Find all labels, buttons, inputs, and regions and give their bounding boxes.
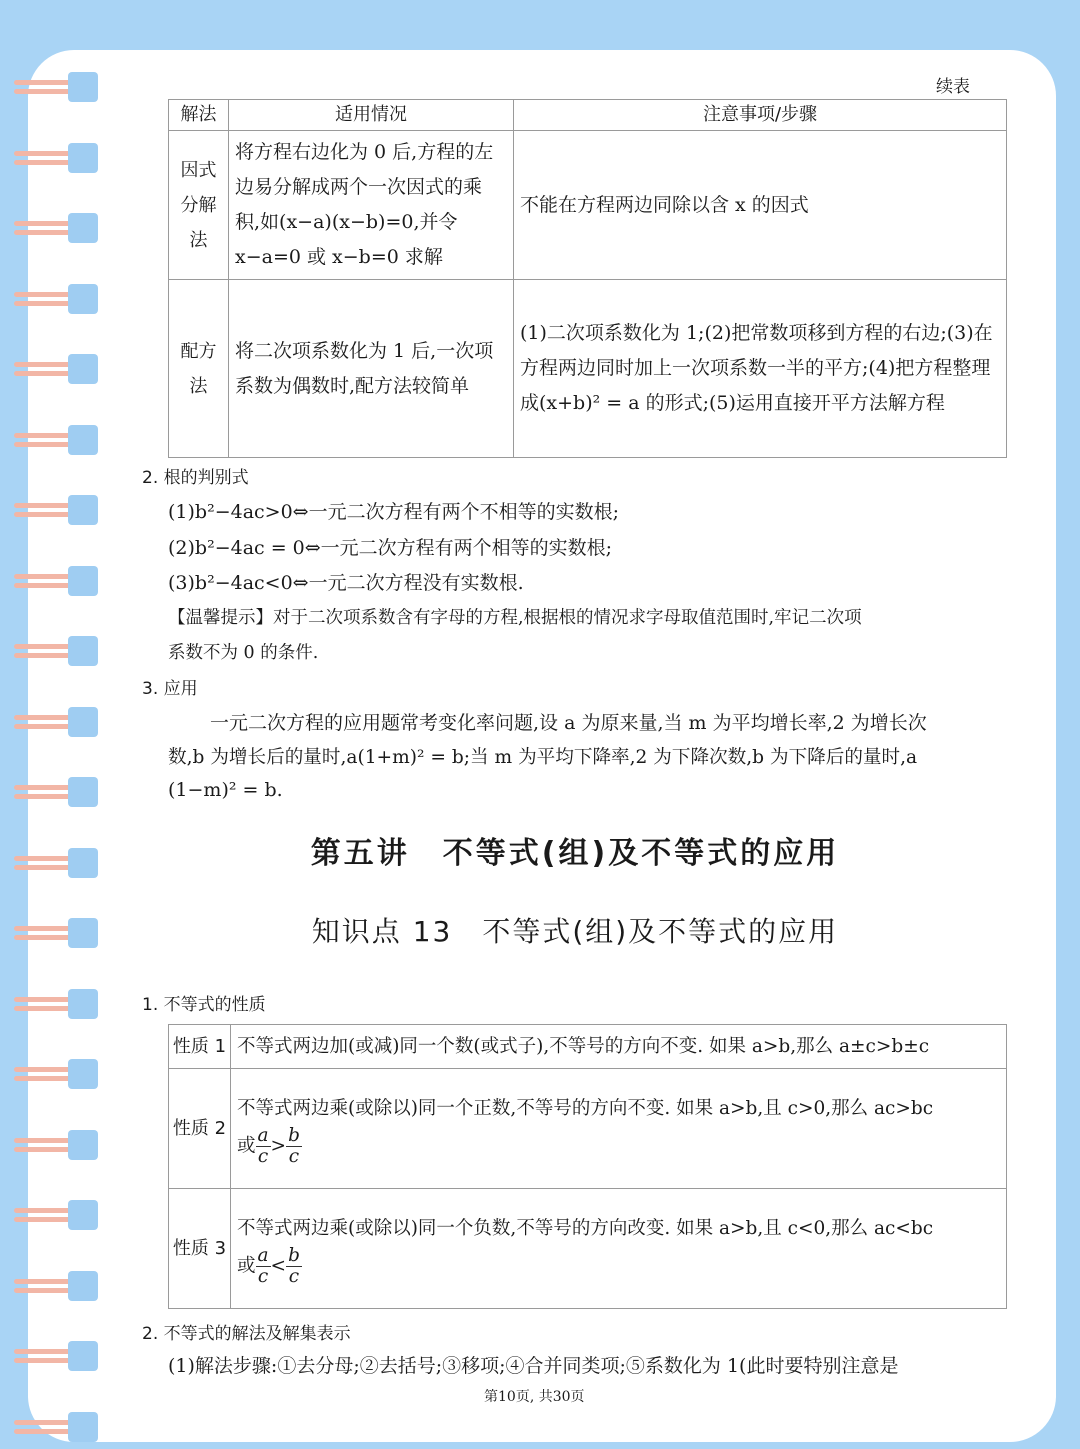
discriminant-line-2: (2)b²−4ac = 0⇔一元二次方程有两个相等的实数根; (168, 537, 613, 559)
discriminant-line-1: (1)b²−4ac>0⇔一元二次方程有两个不相等的实数根; (168, 501, 620, 523)
section-heading-application: 3. 应用 (142, 679, 198, 699)
binding-ring (14, 425, 106, 455)
application-line-2: 数,b 为增长后的量时,a(1+m)² = b;当 m 为平均下降率,2 为下降次数,b 为下降后的量时,a (168, 747, 918, 768)
binding-ring (14, 1412, 106, 1442)
application-line-1: 一元二次方程的应用题常考变化率问题,设 a 为原来量,当 m 为平均增长率,2 为增长次 (210, 712, 927, 734)
property-3-text: 不等式两边乘(或除以)同一个负数,不等号的方向改变. 如果 a>b,且 c<0,那么 ac<bc (237, 1217, 934, 1239)
row-applicable-completing-square: 将二次项系数化为 1 后,一次项系数为偶数时,配方法较简单 (229, 280, 514, 458)
property-3-or: 或 (237, 1255, 256, 1276)
row-method-completing-square: 配方法 (169, 280, 229, 458)
property-2-text: 不等式两边乘(或除以)同一个正数,不等号的方向不变. 如果 a>b,且 c>0,那么 ac>bc (237, 1097, 934, 1119)
property-1-label: 性质 1 (169, 1025, 231, 1069)
binding-ring (14, 72, 106, 102)
properties-table (168, 1024, 1007, 1309)
fraction-b-over-c: $\frac{b}{c}$ (288, 1124, 300, 1167)
fraction-a-over-c: $\frac{a}{c}$ (257, 1244, 269, 1287)
binding-ring (14, 989, 106, 1019)
fraction-b-over-c: $\frac{b}{c}$ (288, 1244, 300, 1287)
tip-text-1: 对于二次项系数含有字母的方程,根据根的情况求字母取值范围时,牢记二次项 (273, 608, 862, 628)
property-2-or: 或 (237, 1135, 256, 1156)
row-method-factorization: 因式分解法 (169, 131, 229, 280)
solving-line-1: (1)解法步骤:①去分母;②去括号;③移项;④合并同类项;⑤系数化为 1(此时要特别注意是 (168, 1355, 899, 1377)
header-notes: 注意事项/步骤 (514, 100, 1007, 131)
binding-ring (14, 143, 106, 173)
binding-ring (14, 495, 106, 525)
property-3-label: 性质 3 (169, 1189, 231, 1309)
continued-label: 续表 (936, 77, 970, 97)
binding-ring (14, 1059, 106, 1089)
row-applicable-factorization: 将方程右边化为 0 后,方程的左边易分解成两个一次因式的乘积,如(x−a)(x−b)=0,并令 x−a=0 或 x−b=0 求解 (229, 131, 514, 280)
fraction-a-over-c: $\frac{a}{c}$ (257, 1124, 269, 1167)
property-3-relation: < (270, 1255, 287, 1276)
binding-ring (14, 777, 106, 807)
property-2-cell (231, 1069, 1007, 1189)
lecture-title: 第五讲 不等式(组)及不等式的应用 (310, 836, 840, 871)
property-3-cell (231, 1189, 1007, 1309)
page-footer: 第10页, 共30页 (484, 1389, 585, 1405)
binding-ring (14, 284, 106, 314)
binding-ring (14, 354, 106, 384)
binding-ring (14, 566, 106, 596)
binding-ring (14, 1271, 106, 1301)
binding-ring (14, 1200, 106, 1230)
property-3-fraction-line (237, 1246, 1000, 1287)
section-heading-properties: 1. 不等式的性质 (142, 995, 266, 1015)
header-applicable: 适用情况 (229, 100, 514, 131)
property-2-fraction-line (237, 1126, 1000, 1167)
tip-line-2: 系数不为 0 的条件. (168, 643, 319, 663)
header-method: 解法 (169, 100, 229, 131)
section-heading-solving: 2. 不等式的解法及解集表示 (142, 1324, 351, 1344)
application-line-3: (1−m)² = b. (168, 779, 283, 801)
binding-ring (14, 1341, 106, 1371)
binding-ring (14, 707, 106, 737)
discriminant-line-3: (3)b²−4ac<0⇔一元二次方程没有实数根. (168, 572, 524, 594)
binding-ring (14, 1130, 106, 1160)
row-notes-completing-square: (1)二次项系数化为 1;(2)把常数项移到方程的右边;(3)在方程两边同时加上一次项系数一半的平方;(4)把方程整理成(x+b)² = a 的形式;(5)运用直接开平方法解方程 (514, 280, 1007, 458)
tip-label: 【温馨提示】 (168, 608, 273, 628)
binding-ring (14, 213, 106, 243)
binding-ring (14, 636, 106, 666)
row-notes-factorization: 不能在方程两边同除以含 x 的因式 (514, 131, 1007, 280)
property-2-relation: > (270, 1135, 287, 1156)
method-table (168, 99, 1007, 458)
property-1-text: 不等式两边加(或减)同一个数(或式子),不等号的方向不变. 如果 a>b,那么 a±c>b±c (231, 1025, 1007, 1069)
tip-line-1 (168, 604, 862, 629)
knowledge-point-title: 知识点 13 不等式(组)及不等式的应用 (311, 915, 839, 948)
section-heading-discriminant: 2. 根的判别式 (142, 468, 249, 488)
property-2-label: 性质 2 (169, 1069, 231, 1189)
